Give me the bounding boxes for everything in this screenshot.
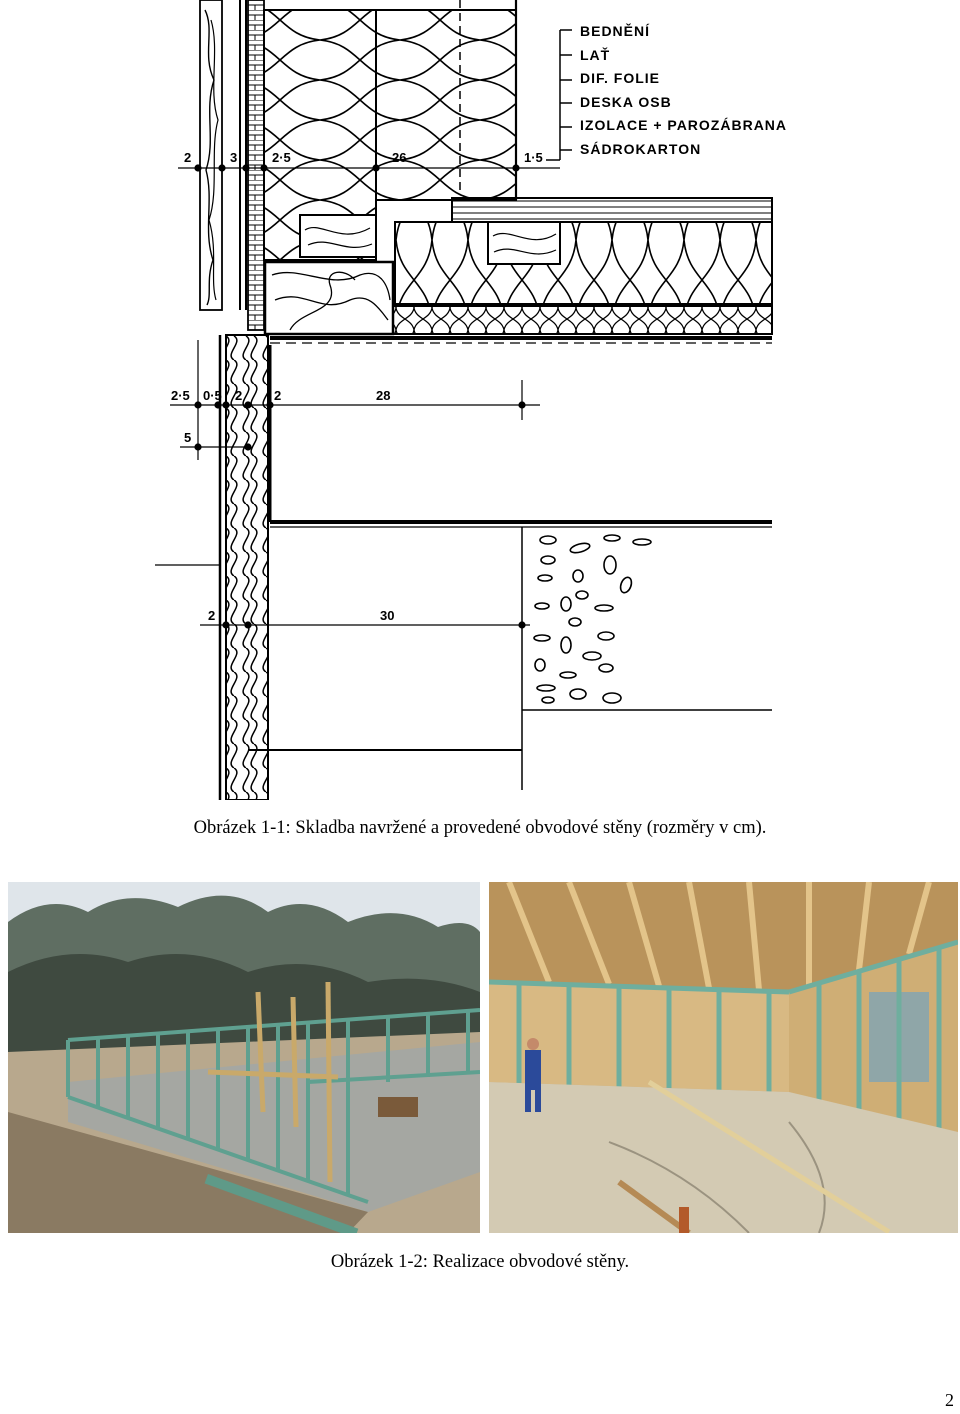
dim-mid-5: 28 [376, 388, 391, 403]
dim-top-1: 2 [184, 150, 192, 165]
label-lat: LAŤ [580, 47, 611, 63]
dim-mid-1: 2·5 [171, 388, 190, 403]
osb-board [248, 0, 264, 330]
dim-mid-3: 2 [235, 388, 243, 403]
dim-mid-4: 2 [274, 388, 282, 403]
page-number: 2 [945, 1390, 954, 1410]
gravel-fill [534, 535, 651, 703]
figure1-caption: Obrázek 1-1: Skladba navržené a provedené obvodové stěny (rozměry v cm). [193, 818, 767, 838]
dim-top-2: 3 [230, 150, 238, 165]
dim-top-4: 26 [392, 150, 407, 165]
dim-top-3: 2·5 [272, 150, 291, 165]
figure2-caption: Obrázek 1-2: Realizace obvodové stěny. [330, 1252, 630, 1272]
photo-wall-frame-outdoor [8, 882, 480, 1233]
dim-bot-2: 30 [380, 608, 395, 623]
dim-top-5: 1·5 [524, 150, 543, 165]
dim-mid-6: 5 [184, 430, 192, 445]
wood-cladding [200, 0, 246, 310]
label-deska-osb: DESKA OSB [580, 94, 672, 110]
dim-bot-1: 2 [208, 608, 216, 623]
label-bedneni: BEDNĚNÍ [580, 23, 651, 39]
dim-mid-2: 0·5 [203, 388, 222, 403]
label-sadrokarton: SÁDROKARTON [580, 141, 702, 157]
label-izolace: IZOLACE + PAROZÁBRANA [580, 117, 788, 133]
label-dif-folie: DIF. FOLIE [580, 70, 660, 86]
photo-wall-frame-interior [489, 882, 958, 1233]
layer-legend [546, 22, 787, 160]
